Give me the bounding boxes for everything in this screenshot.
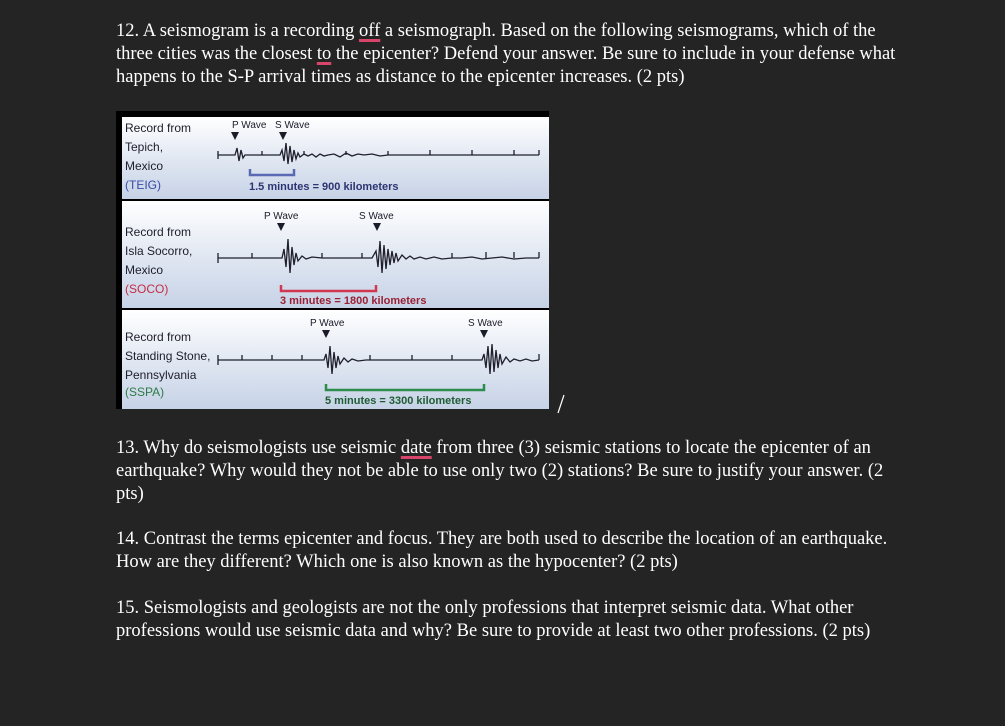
sp-interval-bracket — [326, 384, 484, 390]
sp-interval-bracket — [281, 285, 376, 291]
station-label-teig: Record from Tepich, Mexico (TEIG) — [125, 119, 191, 195]
station-code: (SSPA) — [125, 385, 165, 399]
station-code: (TEIG) — [125, 178, 161, 192]
s-wave-label: S Wave — [359, 211, 394, 222]
spellcheck-flag[interactable]: off — [359, 21, 381, 41]
question-13-text: from three (3) seismic stations to locate the epicenter of an earthquake? Why would they not be able to use only two (2) stations? Be sure to justify your answer. (2 pts) — [116, 438, 884, 504]
question-13-text: 13. Why do seismologists use seismic — [116, 438, 401, 458]
question-15: 15. Seismologists and geologists are not the only professions that interpret seismic data. What other professions would use seismic data and why? Be sure to provide at least two other professions. (2 pts) — [116, 598, 871, 641]
s-wave-arrow — [373, 223, 381, 231]
p-wave-arrow — [277, 223, 285, 231]
p-wave-arrow — [322, 330, 330, 338]
spellcheck-flag[interactable]: to — [316, 44, 332, 64]
resize-handle[interactable] — [556, 394, 566, 414]
sp-interval-label: 3 minutes = 1800 kilometers — [280, 295, 427, 307]
seismogram-panel-soco — [122, 201, 549, 308]
p-wave-arrow — [231, 132, 239, 140]
question-13 — [116, 437, 906, 506]
sp-interval-bracket — [250, 169, 294, 175]
s-wave-arrow — [480, 330, 488, 338]
station-label-soco: Record from Isla Socorro, Mexico (SOCO) — [125, 223, 192, 299]
question-12-text: the epicenter? Defend your answer. Be sure to include in your defense what happens to the S-P arrival times as distance to the epicenter increases. (2 pts) — [116, 44, 896, 87]
question-14: 14. Contrast the terms epicenter and focus. They are both used to describe the location of an earthquake. How are they different? Which one is also known as the hypocenter? (2 pts) — [116, 529, 888, 572]
p-wave-label: P Wave — [264, 211, 299, 222]
sp-interval-label: 1.5 minutes = 900 kilometers — [249, 181, 399, 193]
question-12-text: a seismograph. Based on the following seismograms, which of the three cities was the closest — [116, 21, 876, 64]
s-wave-arrow — [279, 132, 287, 140]
station-code: (SOCO) — [125, 282, 169, 296]
question-12 — [116, 20, 906, 89]
question-12-text: 12. A seismogram is a recording — [116, 21, 360, 41]
seismogram-trace — [218, 143, 539, 164]
seismogram-panel-sspa — [122, 310, 549, 409]
spellcheck-flag[interactable]: date — [400, 438, 432, 458]
seismogram-trace — [218, 239, 539, 273]
seismogram-trace — [218, 344, 539, 374]
p-wave-label: P Wave — [310, 318, 345, 329]
s-wave-label: S Wave — [275, 120, 310, 131]
station-label-sspa: Record from Standing Stone, Pennsylvania (SSPA) — [125, 330, 211, 399]
sp-interval-label: 5 minutes = 3300 kilometers — [325, 395, 472, 407]
s-wave-label: S Wave — [468, 318, 503, 329]
seismogram-figure[interactable] — [116, 111, 549, 409]
seismogram-panel-teig — [122, 117, 549, 199]
p-wave-label: P Wave — [232, 120, 267, 131]
